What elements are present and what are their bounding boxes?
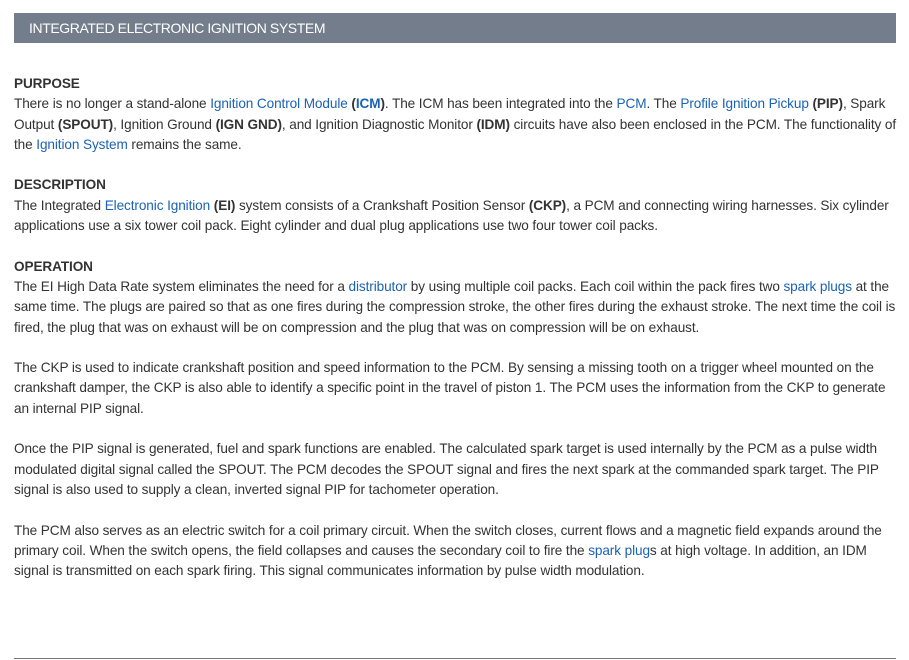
text: circuits have also been enclosed in the PCM. The functionality of the [14, 116, 897, 152]
text: Once the PIP signal is generated, fuel and spark functions are enabled. The calculated spark target is used internally by the PCM as a pulse width modulated digital signal called the SPOUT. The PCM decodes the SPOUT signal and fires the next spark at the commanded spark target. The PIP signal is also used to supply a clean, inverted signal PIP for tachometer operation. [14, 441, 879, 497]
section-heading: DESCRIPTION [14, 177, 106, 193]
section-purpose [14, 74, 899, 155]
section-operation [14, 257, 899, 582]
glossary-link[interactable]: Ignition System [36, 136, 128, 152]
paragraph [14, 94, 899, 155]
glossary-link[interactable]: PCM [616, 96, 647, 112]
abbreviation: (IDM) [476, 116, 510, 132]
abbreviation: (PIP) [812, 96, 843, 112]
section-heading: OPERATION [14, 258, 93, 274]
page-title: INTEGRATED ELECTRONIC IGNITION SYSTEM [29, 20, 326, 36]
text: There is no longer a stand-alone [14, 96, 211, 112]
abbreviation: (SPOUT) [57, 116, 114, 132]
paragraph [14, 521, 899, 582]
text: . The ICM has been integrated into the [384, 96, 617, 112]
text: system consists of a Crankshaft Position Sensor [235, 197, 529, 213]
text: by using multiple coil packs. Each coil within the pack fires two [407, 278, 784, 294]
article-body [14, 74, 899, 602]
section-title-bar [14, 13, 896, 43]
paragraph [14, 196, 899, 237]
text: at the same time. The plugs are paired so that as one fires during the compression stroke, the other fires during the exhaust stroke. The next time the coil is fired, the plug that was on exhaust will be on compression and the plug that was on compression will be on exhaust. [14, 278, 896, 335]
abbreviation: (EI) [213, 197, 236, 213]
text: , and Ignition Diagnostic Monitor [281, 116, 477, 132]
text: The PCM also serves as an electric switch for a coil primary circuit. When the switch closes, current flows and a magnetic field expands around the primary coil. When the switch opens, the field collapses and causes the secondary coil to fire the [14, 522, 882, 558]
section-heading: PURPOSE [14, 76, 80, 91]
text: The CKP is used to indicate crankshaft position and speed information to the PCM. By sensing a missing tooth on a trigger wheel mounted on the crankshaft damper, the CKP is also able to identify a specific point in the travel of piston 1. The PCM uses the information from the CKP to generate an internal PIP signal. [14, 360, 886, 416]
paragraph [14, 277, 899, 338]
glossary-link[interactable]: Ignition Control Module [210, 96, 348, 112]
glossary-link[interactable]: spark plugs [783, 278, 852, 294]
glossary-link[interactable]: Profile Ignition Pickup [680, 96, 809, 112]
abbreviation: ( [351, 96, 356, 112]
glossary-link[interactable]: Electronic Ignition [104, 197, 211, 213]
paragraph [14, 439, 899, 500]
text: , a PCM and connecting wiring harnesses. Six cylinder applications use a six tower coil pack. Eight cylinder and dual plug applications use two four tower coil packs. [14, 197, 889, 234]
text: , Ignition Ground [113, 116, 216, 132]
bottom-divider [14, 658, 896, 659]
text: s at high voltage. In addition, an IDM signal is transmitted on each spark firing. This signal communicates information by pulse width modulation. [14, 542, 867, 579]
text: . The [646, 96, 681, 112]
abbreviation: (IGN GND) [215, 116, 282, 132]
abbreviation: (CKP) [528, 197, 567, 213]
glossary-link[interactable]: spark plug [588, 542, 650, 558]
text: , Spark Output [14, 96, 886, 132]
text: The EI High Data Rate system eliminates the need for a [14, 278, 349, 294]
text: remains the same. [127, 136, 242, 152]
text: The Integrated [14, 197, 105, 213]
glossary-link[interactable]: ICM [355, 96, 381, 112]
section-description [14, 175, 899, 236]
glossary-link[interactable]: distributor [348, 278, 408, 294]
abbreviation: ) [380, 96, 385, 112]
paragraph [14, 358, 899, 419]
